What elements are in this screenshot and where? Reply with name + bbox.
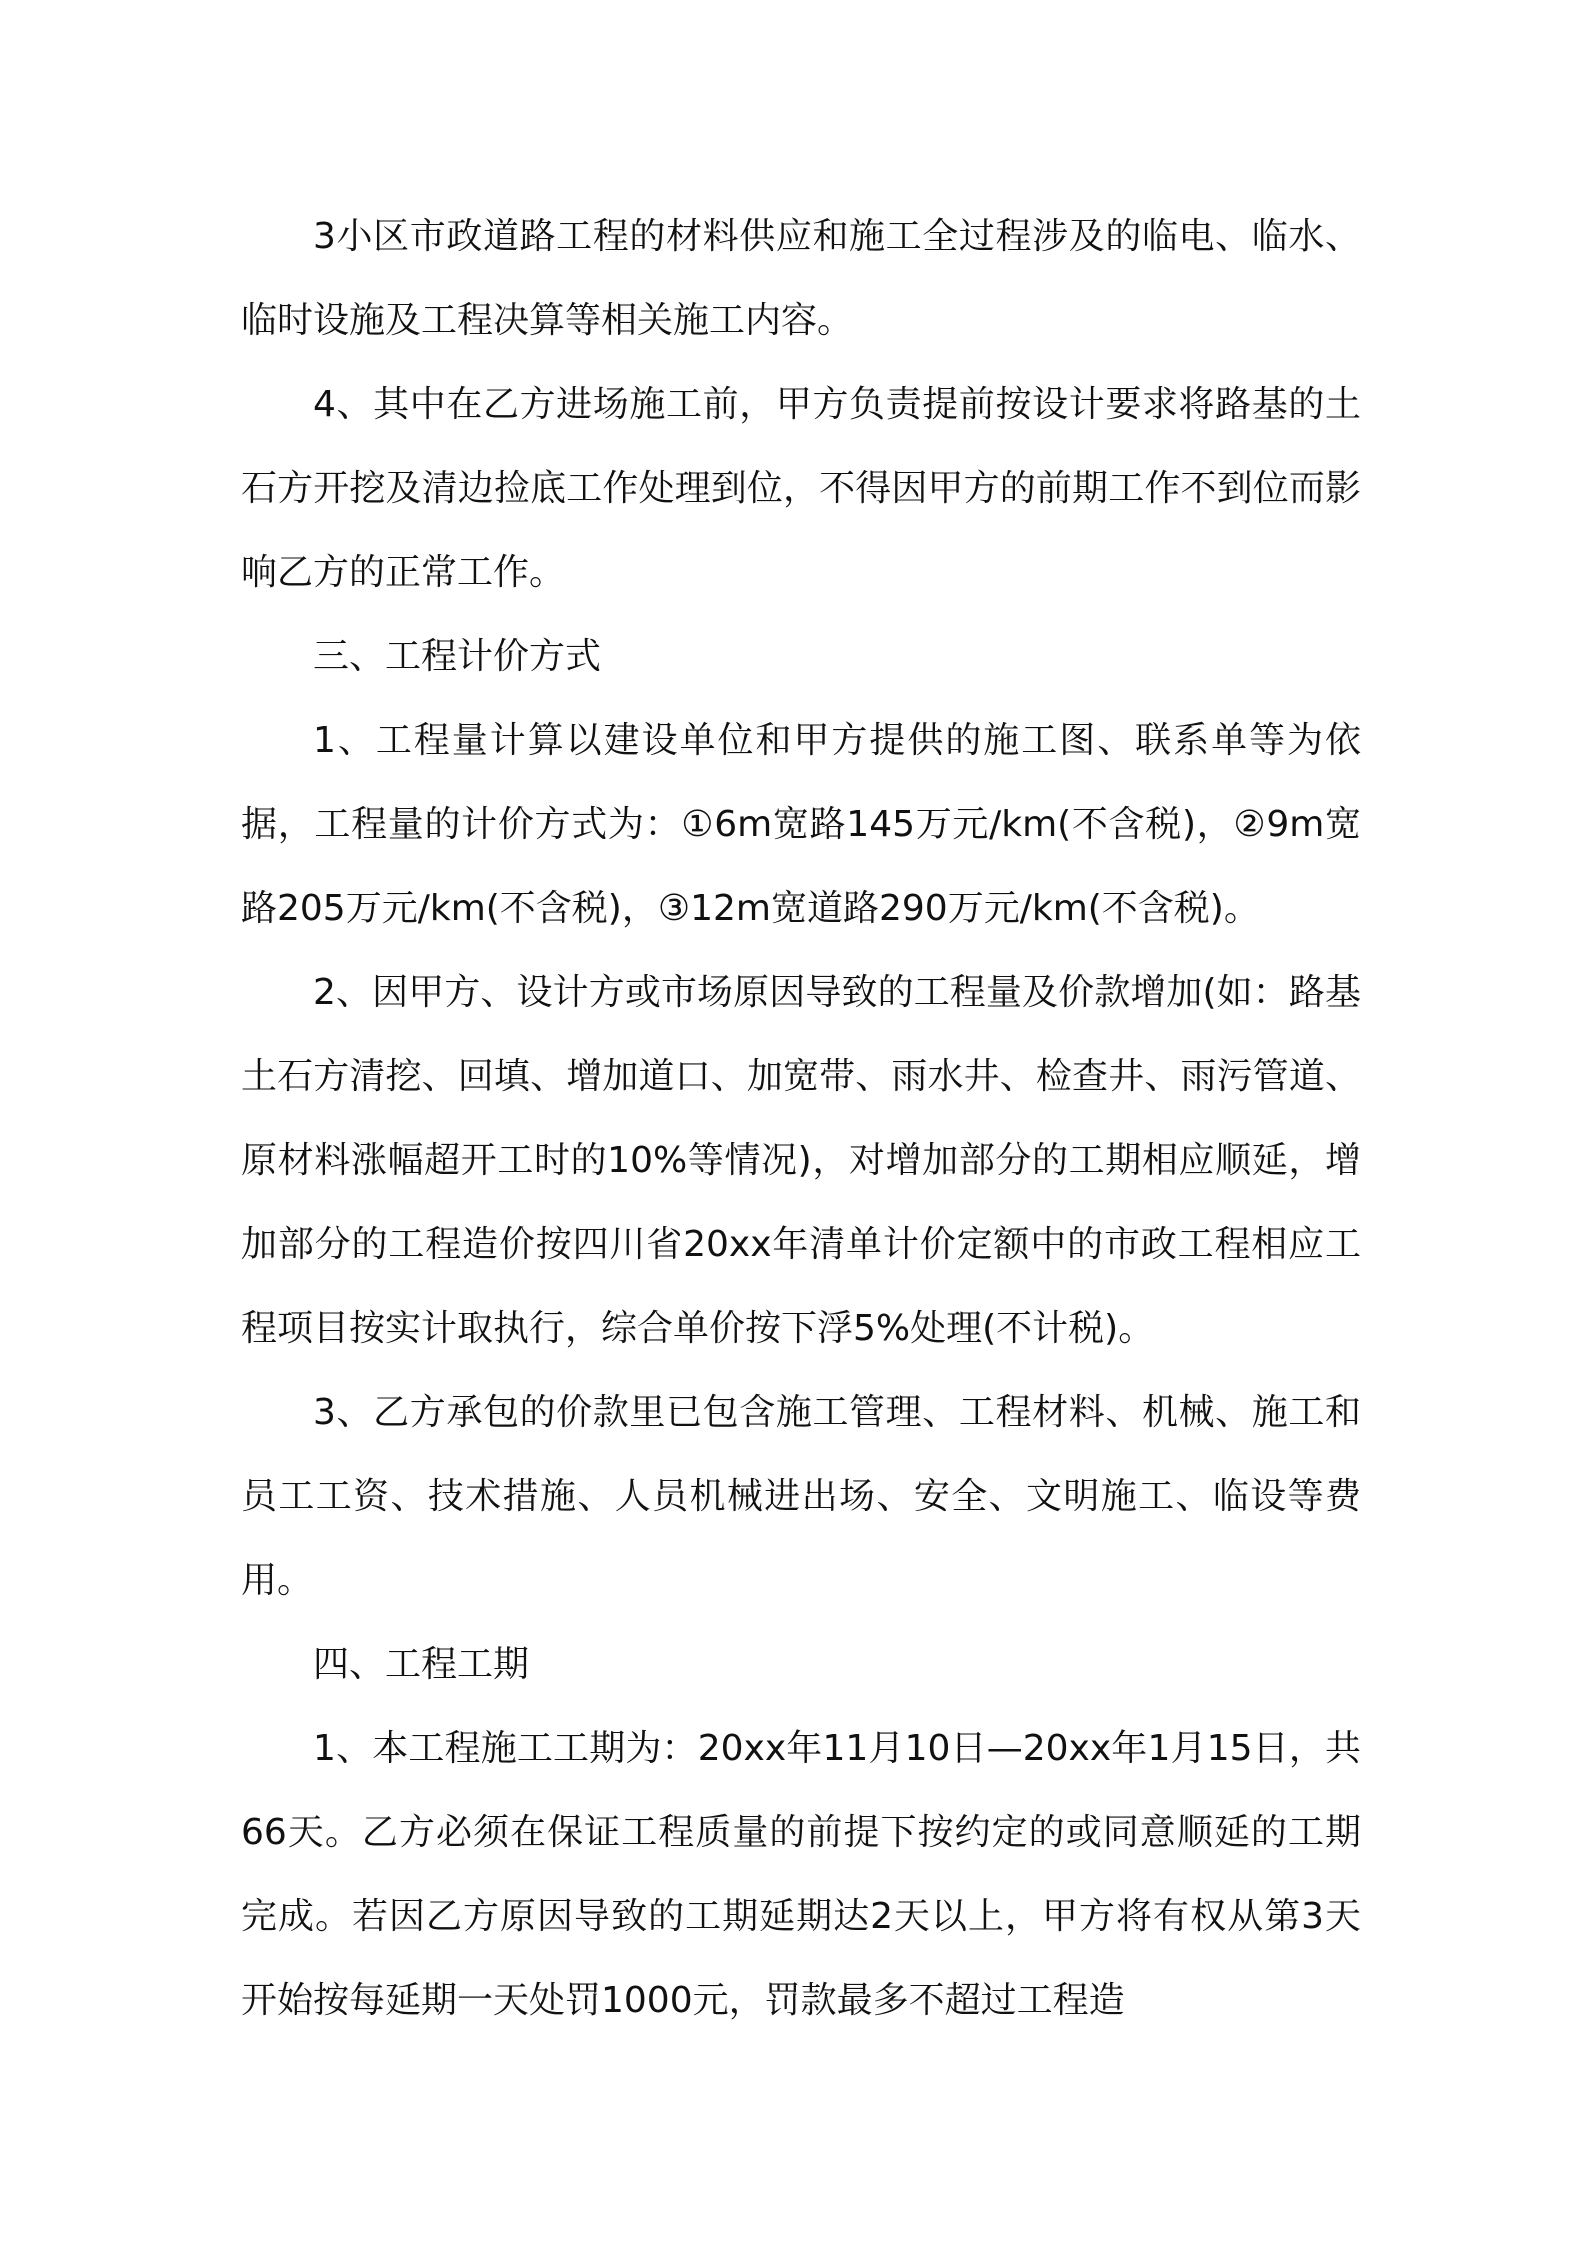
paragraph-pricing-item-3: 3、乙方承包的价款里已包含施工管理、工程材料、机械、施工和员工工资、技术措施、人员机械进出场、安全、文明施工、临设等费用。 <box>241 1392 1361 1601</box>
paragraph-pricing-item-2: 2、因甲方、设计方或市场原因导致的工程量及价款增加(如：路基土石方清挖、回填、增加道口、加宽带、雨水井、检查井、雨污管道、原材料涨幅超开工时的10%等情况)，对增加部分的工期相应顺延，增加部分的工程造价按四川省20xx年清单计价定额中的市政工程相应工程项目按实计取执行，综合单价按下浮5%处理(不计税)。 <box>241 972 1361 1349</box>
document-body <box>241 195 1361 2043</box>
paragraph-schedule-item-1: 1、本工程施工工期为：20xx年11月10日—20xx年1月15日，共66天。乙方必须在保证工程质量的前提下按约定的或同意顺延的工期完成。若因乙方原因导致的工期延期达2天以上，甲方将有权从第3天开始按每延期一天处罚1000元，罚款最多不超过工程造 <box>241 1728 1361 2021</box>
section-heading-pricing: 三、工程计价方式 <box>313 636 602 677</box>
section-heading-schedule: 四、工程工期 <box>313 1644 530 1685</box>
paragraph-pricing-item-1: 1、工程量计算以建设单位和甲方提供的施工图、联系单等为依据，工程量的计价方式为：①6m宽路145万元/km(不含税)，②9m宽路205万元/km(不含税)，③12m宽道路290万元/km(不含税)。 <box>241 720 1361 929</box>
paragraph-scope-item-3: 3小区市政道路工程的材料供应和施工全过程涉及的临电、临水、临时设施及工程决算等相关施工内容。 <box>241 216 1361 341</box>
paragraph-scope-item-4: 4、其中在乙方进场施工前，甲方负责提前按设计要求将路基的土石方开挖及清边捡底工作处理到位，不得因甲方的前期工作不到位而影响乙方的正常工作。 <box>241 384 1361 593</box>
